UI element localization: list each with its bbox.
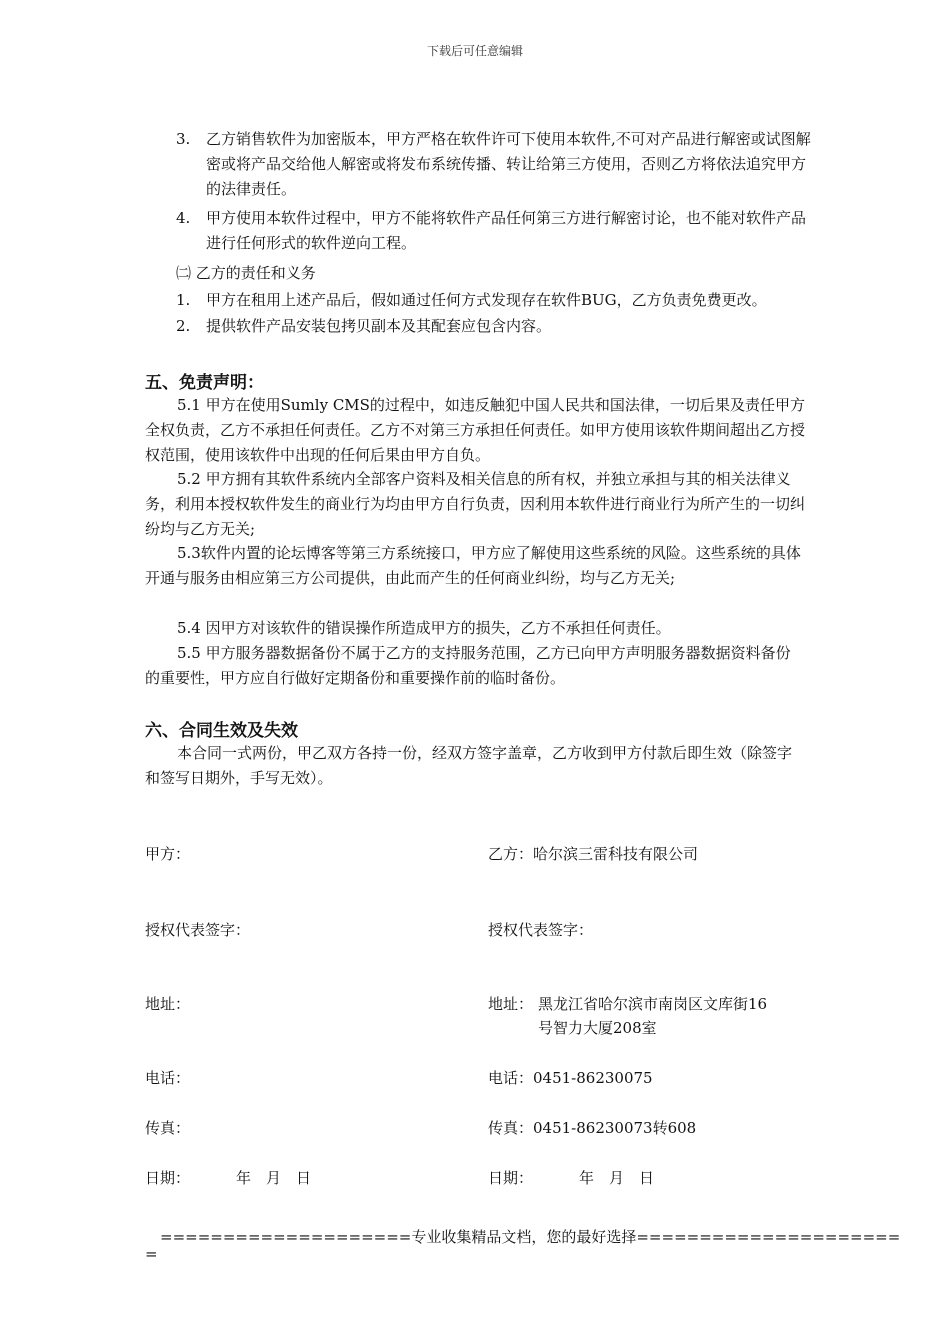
list-text: 甲方使用本软件过程中，甲方不能将软件产品任何第三方进行解密讨论，也不能对软件产品进行任何形式的软件逆向工程。 xyxy=(206,209,807,252)
list-item xyxy=(176,206,816,256)
party-a-name: 甲方： xyxy=(145,845,191,863)
paragraph: 5.1 甲方在使用Sumly CMS的过程中，如违反触犯中国人民共和国法律，一切后果及责任甲方全权负责，乙方不承担任何责任。乙方不对第三方承担任何责任。如甲方使用该软件期间超出乙方授权范围，使用该软件中出现的任何后果由甲方自负。 xyxy=(145,396,806,464)
subheading-party-b-duties: ㈡ 乙方的责任和义务 xyxy=(176,264,316,282)
list-text: 乙方销售软件为加密版本，甲方严格在软件许可下使用本软件,不可对产品进行解密或试图解密或将产品交给他人解密或将发布系统传播、转让给第三方使用，否则乙方将依法追究甲方的法律责任。 xyxy=(206,130,811,198)
party-a-address: 地址： xyxy=(145,995,191,1013)
party-a-sign: 授权代表签字： xyxy=(145,921,251,939)
footer-tail: = xyxy=(145,1245,158,1263)
list-item xyxy=(176,127,816,202)
section-heading: 五、免责声明： xyxy=(145,373,264,393)
party-b-address-line2: 号智力大厦208室 xyxy=(538,1019,657,1037)
paragraph: 5.3软件内置的论坛博客等第三方系统接口，甲方应了解使用这些系统的风险。这些系统的具体开通与服务由相应第三方公司提供，由此而产生的任何商业纠纷，均与乙方无关; xyxy=(145,544,801,587)
paragraph: 本合同一式两份，甲乙双方各持一份，经双方签字盖章，乙方收到甲方付款后即生效（除签字和签写日期外，手写无效）。 xyxy=(145,744,793,787)
footer-banner: ====================专业收集精品文档，您的最好选择===================== xyxy=(160,1228,901,1246)
list-text: 甲方在租用上述产品后，假如通过任何方式发现存在软件BUG，乙方负责免费更改。 xyxy=(206,291,767,309)
list-number: 3. xyxy=(176,130,191,148)
party-a-phone: 电话： xyxy=(145,1069,191,1087)
paragraph: 5.2 甲方拥有其软件系统内全部客户资料及相关信息的所有权，并独立承担与其的相关法律义务，利用本授权软件发生的商业行为均由甲方自行负责，因利用本软件进行商业行为所产生的一切纠纷均与乙方无关; xyxy=(145,470,806,538)
list-item xyxy=(176,288,836,313)
party-b-fax: 传真：0451-86230073转608 xyxy=(488,1119,697,1137)
list-text: 提供软件产品安装包拷贝副本及其配套应包含内容。 xyxy=(206,317,552,335)
list-number: 2. xyxy=(176,317,191,335)
party-b-date: 年 月 日 xyxy=(579,1169,655,1187)
page-header: 下载后可任意编辑 xyxy=(426,44,523,58)
party-b-address-line1: 黑龙江省哈尔滨市南岗区文库街16 xyxy=(538,995,768,1013)
list-number: 4. xyxy=(176,209,191,227)
party-a-date-label: 日期： xyxy=(145,1169,191,1187)
list-number: 1. xyxy=(176,291,191,309)
party-a-fax: 传真： xyxy=(145,1119,191,1137)
party-b-sign: 授权代表签字： xyxy=(488,921,594,939)
paragraph: 5.4 因甲方对该软件的错误操作所造成甲方的损失，乙方不承担任何责任。 xyxy=(177,619,671,637)
party-b-address-label: 地址： xyxy=(488,995,534,1013)
party-b-name: 乙方：哈尔滨三雷科技有限公司 xyxy=(488,845,699,863)
section-heading: 六、合同生效及失效 xyxy=(145,721,298,741)
party-b-phone: 电话：0451-86230075 xyxy=(488,1069,653,1087)
party-b-date-label: 日期： xyxy=(488,1169,534,1187)
paragraph: 5.5 甲方服务器数据备份不属于乙方的支持服务范围，乙方已向甲方声明服务器数据资料备份的重要性，甲方应自行做好定期备份和重要操作前的临时备份。 xyxy=(145,644,791,687)
list-item xyxy=(176,314,816,339)
party-a-date: 年 月 日 xyxy=(236,1169,312,1187)
